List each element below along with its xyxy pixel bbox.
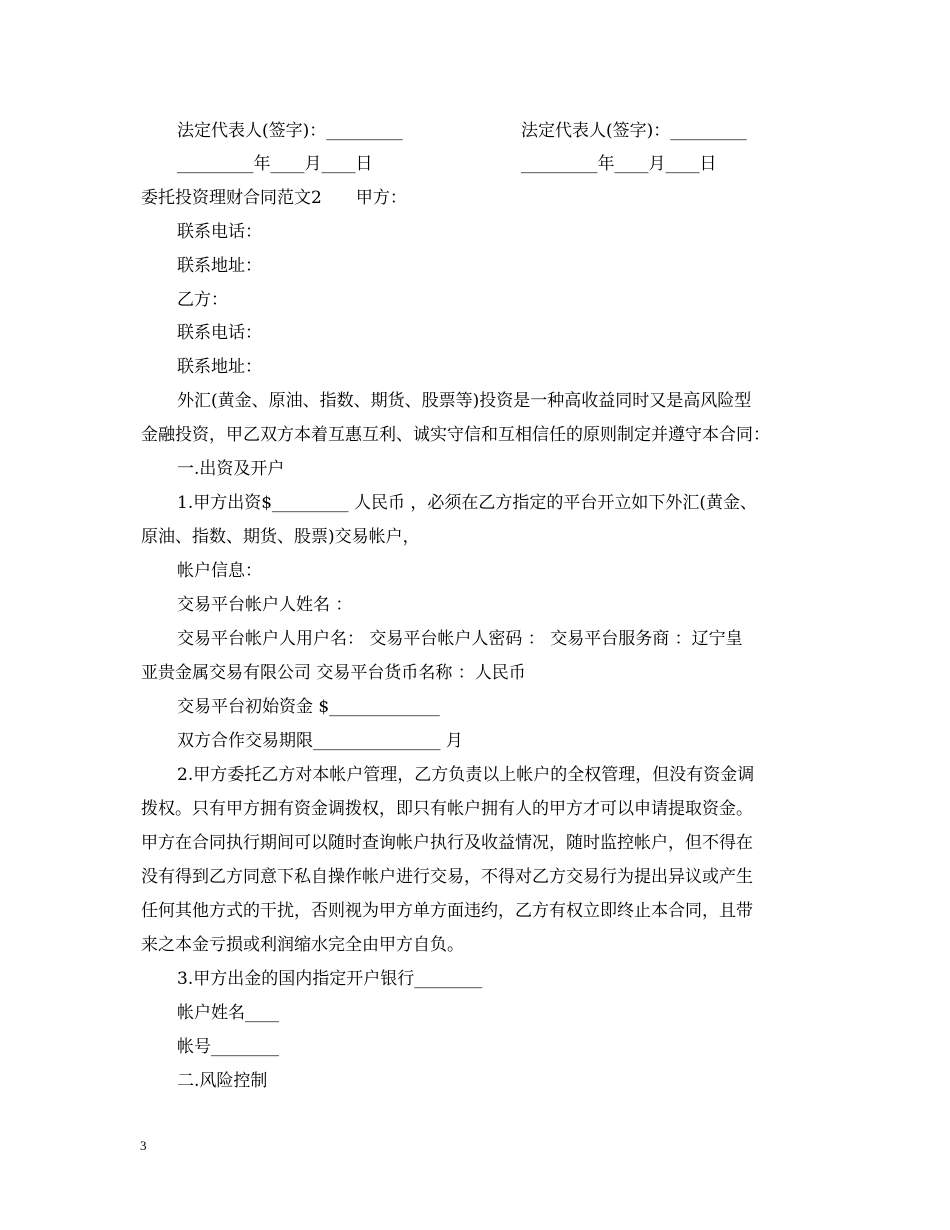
clause-line: 1.甲方出资$_________ 人民币 ，必须在乙方指定的平台开立如下外汇(黄金、: [177, 493, 757, 513]
account-credentials-line: 交易平台帐户人用户名： 交易平台帐户人密码 ： 交易平台服务商 ：辽宁皇: [177, 629, 743, 649]
party-b-address: 联系地址：: [177, 357, 262, 377]
clause-line: 甲方在合同执行期间可以随时查询帐户执行及收益情况，随时监控帐户，但不得在: [141, 833, 753, 853]
clause-line: 原油、指数、期货、股票)交易帐户，: [141, 527, 420, 547]
clause-line: 来之本金亏损或利润缩水完全由甲方自负。: [141, 935, 464, 955]
party-a-phone: 联系电话：: [177, 222, 262, 242]
bank-line: 3.甲方出金的国内指定开户银行________: [177, 969, 483, 989]
clause-line: 任何其他方式的干扰，否则视为甲方单方面违约，乙方有权立即终止本合同，且带: [141, 901, 753, 921]
clause-line: 没有得到乙方同意下私自操作帐户进行交易，不得对乙方交易行为提出异议或产生: [141, 867, 753, 887]
section-heading: 一.出资及开户: [177, 459, 285, 479]
right-date-line: _________年____月____日: [521, 154, 717, 174]
intro-paragraph-line: 外汇(黄金、原油、指数、期货、股票等)投资是一种高收益同时又是高风险型: [177, 391, 752, 411]
section-heading: 二.风险控制: [177, 1071, 268, 1091]
account-holder-name: 交易平台帐户人姓名 ：: [177, 595, 353, 615]
page-number: 3: [140, 1138, 147, 1153]
account-name-line: 帐户姓名____: [177, 1003, 279, 1023]
left-signature-line: 法定代表人(签字)：_________: [177, 121, 403, 141]
account-credentials-line: 亚贵金属交易有限公司 交易平台货币名称 ：人民币: [141, 663, 526, 683]
initial-funds-line: 交易平台初始资金 $_____________: [177, 697, 440, 717]
right-signature-line: 法定代表人(签字)：_________: [521, 121, 747, 141]
clause-line: 2.甲方委托乙方对本帐户管理，乙方负责以上帐户的全权管理，但没有资金调: [177, 765, 755, 785]
left-date-line: _________年____月____日: [177, 154, 373, 174]
contract-title: 委托投资理财合同范文2 甲方：: [141, 188, 407, 208]
account-number-line: 帐号________: [177, 1037, 279, 1057]
cooperation-period-line: 双方合作交易期限_______________ 月: [177, 731, 463, 751]
clause-line: 拨权。只有甲方拥有资金调拨权，即只有帐户拥有人的甲方才可以申请提取资金。: [141, 799, 753, 819]
party-b-label: 乙方：: [177, 290, 228, 310]
party-b-phone: 联系电话：: [177, 323, 262, 343]
account-info-label: 帐户信息：: [177, 561, 262, 581]
intro-paragraph-line: 金融投资，甲乙双方本着互惠互利、诚实守信和互相信任的原则制定并遵守本合同：: [141, 425, 770, 445]
party-a-address: 联系地址：: [177, 256, 262, 276]
